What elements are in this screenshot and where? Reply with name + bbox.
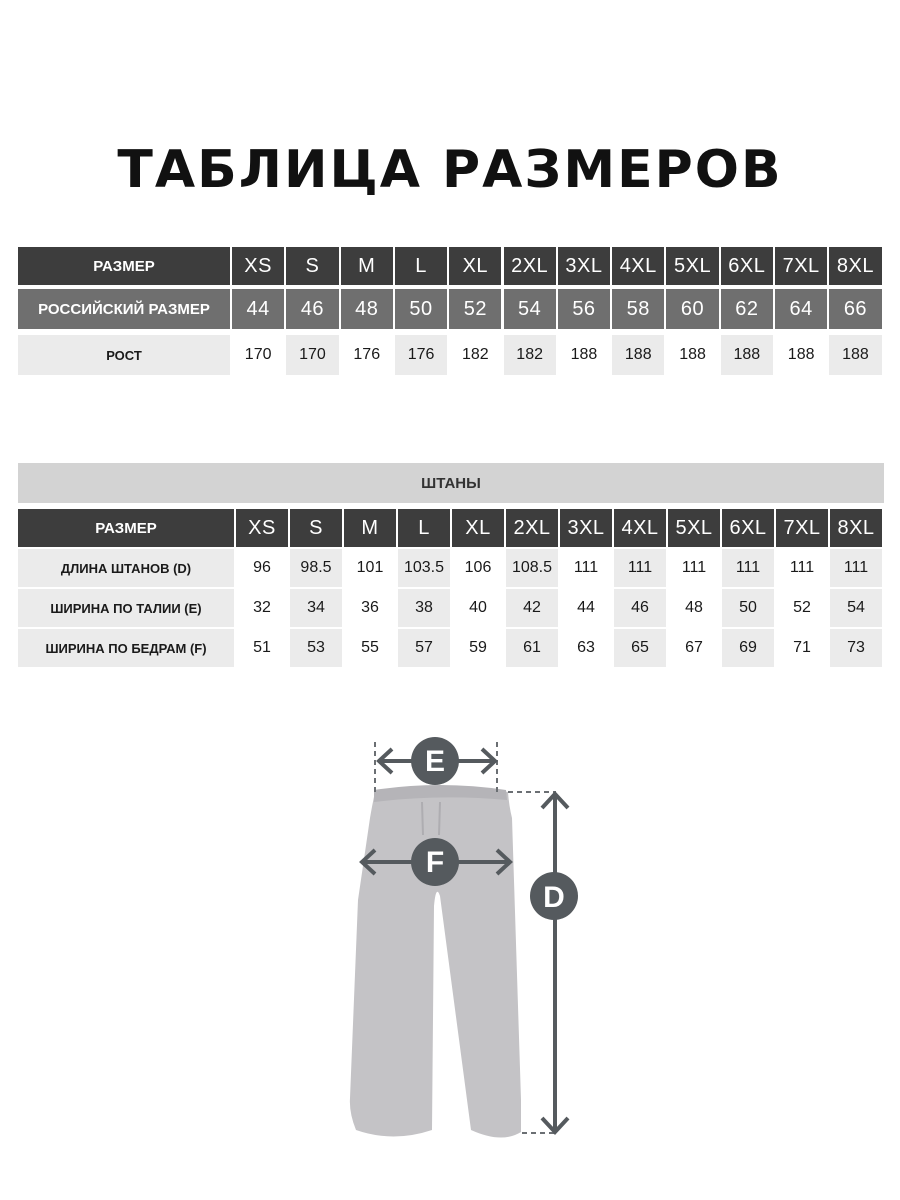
pants-header-row-cell: XS (236, 509, 288, 547)
pants-header-row-cell: XL (452, 509, 504, 547)
size-header-row-cell: 6XL (721, 247, 773, 285)
pants-header-row-cell: 7XL (776, 509, 828, 547)
pants-row-label: ШИРИНА ПО БЕДРАМ (F) (18, 629, 234, 667)
russian-size-row-cell: 60 (666, 289, 718, 329)
size-header-row (18, 247, 884, 285)
russian-size-row-cell: 64 (775, 289, 827, 329)
pants-row-cell: 44 (577, 599, 595, 616)
height-row-cell: 170 (286, 335, 338, 375)
russian-size-row-cell: 52 (449, 289, 501, 329)
pants-header-row (18, 509, 884, 547)
pants-row-cell: 57 (398, 629, 450, 667)
pants-row-cell: 54 (830, 589, 882, 627)
pants-row-cell: 73 (830, 629, 882, 667)
pants-row-cell: 71 (793, 639, 811, 656)
russian-size-row-cell: 56 (558, 289, 610, 329)
russian-size-row-cell: 46 (286, 289, 338, 329)
pants-header-row-cell: 8XL (830, 509, 882, 547)
size-header-row-cell: 5XL (666, 247, 718, 285)
pants-row-cell: 51 (253, 639, 271, 656)
pants-header-row-cell: 6XL (722, 509, 774, 547)
russian-size-row (18, 289, 884, 329)
pants-row-label: ШИРИНА ПО ТАЛИИ (E) (18, 589, 234, 627)
size-header-row-cell: XS (232, 247, 284, 285)
height-row (18, 335, 884, 375)
size-header-row-cell: L (395, 247, 447, 285)
label-d: D (543, 881, 565, 914)
pants-header-row-cell: 5XL (668, 509, 720, 547)
pants-row-cell: 111 (830, 549, 882, 587)
size-header-row-cell: 7XL (775, 247, 827, 285)
pants-header-row-cell: 4XL (614, 509, 666, 547)
pants-row-cell: 46 (614, 589, 666, 627)
pants-diagram (0, 720, 900, 1190)
pants-row-cell: 48 (685, 599, 703, 616)
size-header-row-cell: M (341, 247, 393, 285)
pants-row-cell: 42 (506, 589, 558, 627)
size-header-row-cell: 8XL (829, 247, 881, 285)
pants-row-cell: 50 (722, 589, 774, 627)
pants-row-cell: 52 (793, 599, 811, 616)
russian-size-row-cell: 48 (341, 289, 393, 329)
height-row-cell: 188 (612, 335, 664, 375)
pants-row (18, 629, 884, 667)
pants-row-label: ДЛИНА ШТАНОВ (D) (18, 549, 234, 587)
pants-row (18, 549, 884, 587)
pants-header-row-cell: 2XL (506, 509, 558, 547)
size-header-row-cell: 2XL (504, 247, 556, 285)
pants-row-cell: 32 (253, 599, 271, 616)
pants-header-row-cell: M (344, 509, 396, 547)
russian-size-row-cell: 58 (612, 289, 664, 329)
russian-size-row-label: РОССИЙСКИЙ РАЗМЕР (18, 289, 230, 329)
pants-row-cell: 111 (614, 549, 666, 587)
pants-row-cell: 65 (614, 629, 666, 667)
size-header-row-cell: S (286, 247, 338, 285)
height-row-cell: 176 (353, 346, 381, 363)
height-row-cell: 188 (721, 335, 773, 375)
pants-row-cell: 34 (290, 589, 342, 627)
russian-size-row-cell: 44 (232, 289, 284, 329)
height-row-label: РОСТ (18, 335, 230, 375)
pants-row-cell: 111 (789, 559, 815, 576)
pants-header-row-cell: L (398, 509, 450, 547)
pants-row-cell: 111 (722, 549, 774, 587)
pants-header-row-cell: S (290, 509, 342, 547)
height-row-cell: 188 (679, 346, 706, 363)
pants-row-cell: 101 (356, 559, 384, 576)
pants-section-title: ШТАНЫ (18, 463, 884, 503)
pants-row-cell: 111 (681, 559, 707, 576)
size-header-row-label: РАЗМЕР (18, 247, 230, 285)
size-header-row-cell: XL (449, 247, 501, 285)
pants-row-cell: 103.5 (398, 549, 450, 587)
size-table (18, 247, 884, 377)
pants-header-row-label: РАЗМЕР (18, 509, 234, 547)
pants-header-row-cell: 3XL (560, 509, 612, 547)
pants-row-cell: 63 (577, 639, 595, 656)
pants-icon (350, 785, 521, 1138)
label-e: E (424, 745, 446, 778)
height-row-cell: 182 (461, 346, 489, 363)
pants-table (18, 509, 884, 669)
pants-row (18, 589, 884, 627)
page-title: ТАБЛИЦА РАЗМЕРОВ (117, 140, 783, 200)
russian-size-row-cell: 62 (721, 289, 773, 329)
pants-row-cell: 53 (290, 629, 342, 667)
height-row-cell: 188 (787, 346, 815, 363)
pants-row-cell: 67 (685, 639, 703, 656)
pants-row-cell: 111 (573, 559, 599, 576)
russian-size-row-cell: 66 (829, 289, 881, 329)
height-row-cell: 188 (829, 335, 881, 375)
height-row-cell: 182 (504, 335, 556, 375)
pants-row-cell: 59 (469, 639, 487, 656)
pants-row-cell: 38 (398, 589, 450, 627)
pants-row-cell: 96 (253, 559, 271, 576)
pants-row-cell: 55 (361, 639, 379, 656)
height-row-cell: 188 (570, 346, 598, 363)
pants-row-cell: 69 (722, 629, 774, 667)
pants-row-cell: 108.5 (506, 549, 558, 587)
pants-row-cell: 106 (464, 559, 492, 576)
russian-size-row-cell: 50 (395, 289, 447, 329)
pants-row-cell: 40 (469, 599, 487, 616)
pants-row-cell: 61 (506, 629, 558, 667)
size-header-row-cell: 3XL (558, 247, 610, 285)
pants-row-cell: 98.5 (290, 549, 342, 587)
pants-row-cell: 36 (361, 599, 379, 616)
height-row-cell: 170 (244, 346, 272, 363)
waist-measure-e (375, 737, 497, 792)
label-f: F (425, 846, 445, 879)
size-header-row-cell: 4XL (612, 247, 664, 285)
russian-size-row-cell: 54 (504, 289, 556, 329)
height-row-cell: 176 (395, 335, 447, 375)
